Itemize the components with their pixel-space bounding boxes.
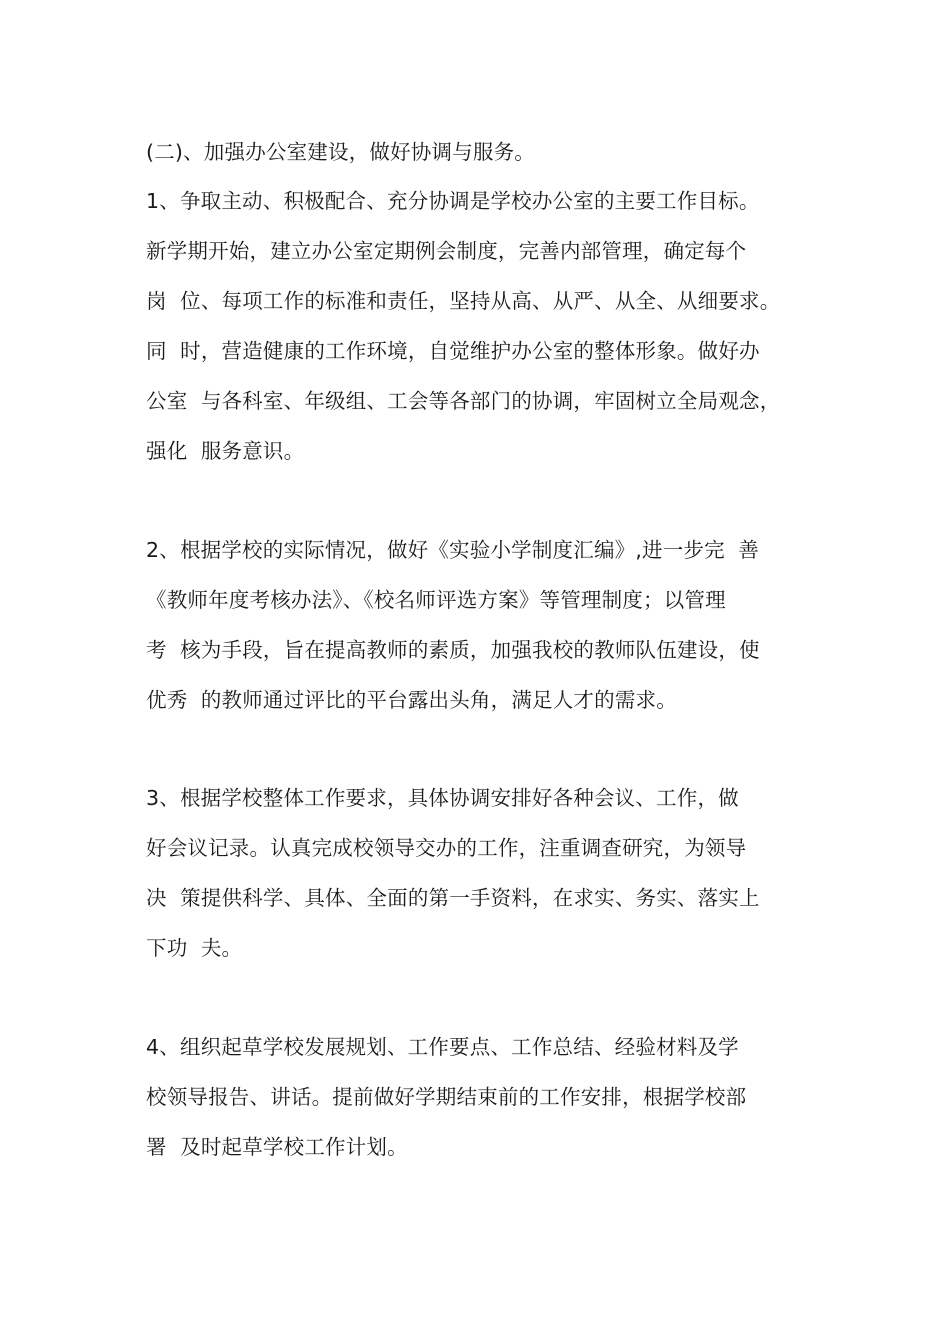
paragraph-line: 考 核为手段，旨在提高教师的素质，加强我校的教师队伍建设，使 [146,638,760,662]
paragraph-line: 3、根据学校整体工作要求，具体协调安排好各种会议、工作，做 [146,786,739,810]
section-heading: (二)、加强办公室建设，做好协调与服务。 [146,140,535,164]
paragraph-line: 好会议记录。认真完成校领导交办的工作，注重调查研究，为领导 [146,836,747,860]
paragraph-line: 署 及时起草学校工作计划。 [146,1135,408,1159]
paragraph-line: 4、组织起草学校发展规划、工作要点、工作总结、经验材料及学 [146,1035,739,1059]
paragraph-line: 下功 夫。 [146,936,243,960]
paragraph-line: 决 策提供科学、具体、全面的第一手资料，在求实、务实、落实上 [146,886,760,910]
paragraph-line: 新学期开始，建立办公室定期例会制度，完善内部管理，确定每个 [146,239,747,263]
paragraph-line: 公室 与各科室、年级组、工会等各部门的协调，牢固树立全局观念， [146,389,781,413]
paragraph-line: 岗 位、每项工作的标准和责任，坚持从高、从严、从全、从细要求。 [146,289,781,313]
paragraph-line: 优秀 的教师通过评比的平台露出头角，满足人才的需求。 [146,688,677,712]
paragraph-line: 2、根据学校的实际情况，做好《实验小学制度汇编》,进一步完 善 [146,538,759,562]
paragraph-line: 校领导报告、讲话。提前做好学期结束前的工作安排，根据学校部 [146,1085,747,1109]
paragraph-line: 强化 服务意识。 [146,439,305,463]
paragraph-line: 《教师年度考核办法》、《校名师评选方案》等管理制度；以管理 [146,588,726,612]
paragraph-line: 1、争取主动、积极配合、充分协调是学校办公室的主要工作目标。 [146,189,760,213]
paragraph-line: 同 时，营造健康的工作环境，自觉维护办公室的整体形象。做好办 [146,339,760,363]
